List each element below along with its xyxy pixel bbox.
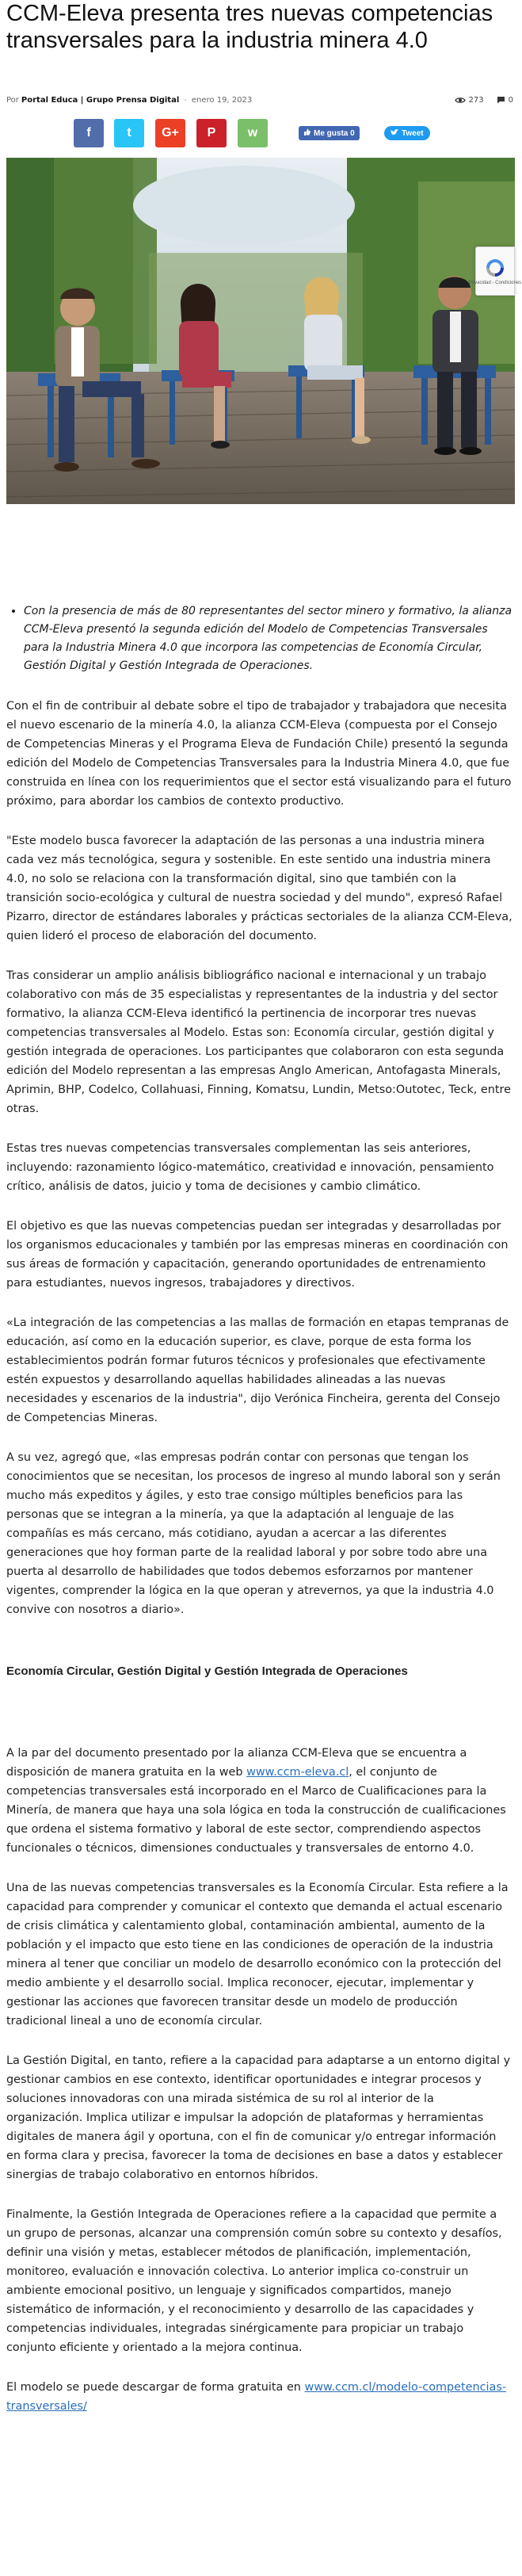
paragraph-8 xyxy=(6,1744,513,1858)
section-heading: Economía Circular, Gestión Digital y Gestión Integrada de Operaciones xyxy=(6,1664,408,1678)
share-bar xyxy=(0,116,522,149)
recaptcha-text: Privacidad - Condiciones xyxy=(468,280,522,285)
paragraph-3: Tras considerar un amplio análisis bibliográfico nacional e internacional y un trabajo colaborativo con más de 35 especialistas y representantes de la industria y del sector formativo, la alianza CCM-Eleva identificó la pertinencia de incorporar tres nuevas competencias transversales al Modelo. Estas son: Economía circular, gestión digital y gestión integrada de operaciones. Los participantes que colaboraron con esta segunda edición del Modelo representan a las empresas Anglo American, Antofagasta Minerals, Aprimin, BHP, Codelco, Collahuasi, Finning, Komatsu, Lundin, Metso:Outotec, Teck, entre otras. xyxy=(6,969,512,1115)
tweet-label: Tweet xyxy=(402,128,424,138)
facebook-icon: f xyxy=(86,126,91,140)
thumbs-up-icon xyxy=(303,128,311,138)
recaptcha-badge[interactable] xyxy=(468,247,522,296)
author-link[interactable]: Portal Educa | Grupo Prensa Digital xyxy=(21,95,180,105)
paragraph-12 xyxy=(6,2378,513,2416)
article-title: CCM-Eleva presenta tres nuevas competencias transversales para la industria minera 4.0 xyxy=(6,1,493,53)
paragraph-8-text-b: , el conjunto de competencias transversales está incorporado en el Marco de Cualificaciones para la Minería, de manera que haya una sola lógica en toda la construcción de cualificaciones que ordena el sistema formativo y laboral de este sector, comprendiendo aspectos funcionales o técnicos, dimensiones conductuales y transversales de entorno 4.0. xyxy=(6,1766,506,1855)
like-label: Me gusta 0 xyxy=(314,128,355,138)
tweet-button[interactable] xyxy=(384,126,430,140)
share-twitter-button[interactable] xyxy=(114,119,144,147)
highlight-item: • Con la presencia de más de 80 representantes del sector minero y formativo, la alianza CCM-Eleva presentó la segunda edición del Modelo de Competencias Transversales para la Industria Minera 4.0 que incorpora las competencias de Economía Circular, Gestión Digital y Gestión Integrada de Operaciones. xyxy=(24,602,513,675)
by-label: Por xyxy=(6,95,19,105)
facebook-like-button[interactable] xyxy=(299,126,360,140)
share-googleplus-button[interactable] xyxy=(155,119,185,147)
comment-icon xyxy=(497,96,505,104)
paragraph-8-text-a: A la par del documento presentado por la alianza CCM-Eleva que se encuentra a disposición de manera gratuita en la web xyxy=(6,1747,467,1779)
recaptcha-icon xyxy=(485,258,505,278)
paragraph-6: «La integración de las competencias a las mallas de formación en etapas tempranas de educación, así como en la educación superior, es clave, porque de esta forma los establecimientos podrán formar futuros técnicos y profesionales que efectivamente estén expuestos y desarrollando aquellas habilidades alineadas a las nuevas necesidades y escenarios de la industria", dijo Verónica Fincheira, gerenta del Consejo de Competencias Mineras. xyxy=(6,1317,509,1424)
views-count: 273 xyxy=(468,95,484,105)
eye-icon xyxy=(455,97,466,104)
article-meta xyxy=(6,94,513,106)
twitter-icon: t xyxy=(127,126,131,140)
comments-stat[interactable] xyxy=(497,96,513,105)
share-pinterest-button[interactable] xyxy=(196,119,227,147)
article-body xyxy=(6,602,513,2436)
twitter-bird-icon xyxy=(391,129,398,138)
paragraph-12-text: El modelo se puede descargar de forma gratuita en xyxy=(6,2381,305,2394)
share-whatsapp-button[interactable] xyxy=(238,119,268,147)
paragraph-1: Con el fin de contribuir al debate sobre el tipo de trabajador y trabajadora que necesita el nuevo escenario de la minería 4.0, la alianza CCM-Eleva (compuesta por el Consejo de Competencias Mineras y el Programa Eleva de Fundación Chile) presentó la segunda edición del Modelo de Competencias Transversales para la Industria Minera 4.0, que fue construida en línea con los requerimientos que el sector está visualizando para el futuro próximo, para abordar los cambios de contexto productivo. xyxy=(6,700,512,808)
comments-count: 0 xyxy=(508,95,513,105)
paragraph-2: "Este modelo busca favorecer la adaptación de las personas a una industria minera cada vez más tecnológica, segura y sostenible. En este sentido una industria minera 4.0, no solo se relaciona con la transformación digital, sino que también con la transición socio-ecológica y cultural de nuestra sociedad y del mundo", expresó Rafael Pizarro, director de estándares laborales y prácticas sectoriales de la alianza CCM-Eleva, quien lideró el proceso de elaboración del documento. xyxy=(6,835,512,942)
publish-date: enero 19, 2023 xyxy=(191,95,253,105)
article-featured-image xyxy=(6,158,522,504)
share-facebook-button[interactable] xyxy=(74,119,104,147)
article-stats xyxy=(455,96,513,105)
paragraph-7: A su vez, agregó que, «las empresas podrán contar con personas que tengan los conocimientos que se necesitan, los procesos de ingreso al mundo laboral son y serán mucho más expeditos y ágiles, y esto trae consigo múltiples beneficios para las personas que se integran a la minería, ya que la adaptación al lenguaje de las compañías es más cercano, más cotidiano, ayudan a acercar a las diferentes generaciones que hoy forman parte de la realidad laboral y por sobre todo abre una puerta al desarrollo de habilidades que todos debemos esforzarnos por mantener vigentes, comprender la lógica en la que operan y atrevernos, ya que la industria 4.0 convive con nosotros a diario». xyxy=(6,1451,501,1616)
views-stat xyxy=(455,96,484,105)
panel-photo-illustration xyxy=(6,158,515,504)
highlight-list xyxy=(6,602,513,675)
whatsapp-icon: w xyxy=(247,126,258,140)
paragraph-10: La Gestión Digital, en tanto, refiere a la capacidad para adaptarse a un entorno digital y gestionar cambios en ese contexto, identificar oportunidades e integrar procesos y soluciones innovadoras con una mirada sistémica de su rol al interior de la organización. Implica utilizar e impulsar la adopción de plataformas y herramientas digitales de manera ágil y oportuna, con el fin de comunicar y/o entregar información en forma clara y precisa, favorecer la toma de decisiones en base a datos y establecer sinergias de trabajo colaborativo en entornos híbridos. xyxy=(6,2054,511,2181)
download-model-link[interactable]: www.ccm.cl/modelo-competencias-transversales/ xyxy=(6,2381,507,2413)
googleplus-icon: G+ xyxy=(162,126,179,140)
meta-separator: - xyxy=(184,95,187,105)
paragraph-11: Finalmente, la Gestión Integrada de Operaciones refiere a la capacidad que permite a un grupo de personas, alcanzar una comprensión común sobre su contexto y desafíos, definir una visión y metas, establecer métodos de planificación, implementación, monitoreo, evaluación e innovación colectiva. Lo anterior implica co-construir un ambiente emocional positivo, un lenguaje y significados compartidos, manejo sistemático de información, y el reconocimiento y desarrollo de las capacidades y competencias individuales, integradas sinérgicamente para propiciar un trabajo conjunto eficiente y orientado a la mejora continua. xyxy=(6,2208,502,2354)
pinterest-icon: P xyxy=(207,126,216,140)
paragraph-9: Una de las nuevas competencias transversales es la Economía Circular. Esta refiere a la capacidad para comprender y comunicar el contexto que demanda el actual escenario de crisis climática y calentamiento global, contaminación ambiental, aumento de la población y el impacto que esto tiene en las condiciones de operación de la industria minera al tener que conciliar un modelo de desarrollo económico con la protección del medio ambiente y el desarrollo social. Implica reconocer, ejecutar, implementar y gestionar las acciones que favorecen transitar desde un modelo de producción tradicional lineal a uno de economía circular. xyxy=(6,1882,509,2028)
paragraph-5: El objetivo es que las nuevas competencias puedan ser integradas y desarrolladas por los organismos educacionales y también por las empresas mineras en coordinación con sus áreas de formación y capacitación, generando oportunidades de entrenamiento para estudiantes, nuevos ingresos, trabajadores y directivos. xyxy=(6,1220,509,1290)
ccm-eleva-link[interactable]: www.ccm-eleva.cl xyxy=(246,1766,349,1779)
paragraph-4: Estas tres nuevas competencias transversales complementan las seis anteriores, incluyendo: razonamiento lógico-matemático, creatividad e innovación, pensamiento crítico, análisis de datos, juicio y toma de decisiones y cambio climático. xyxy=(6,1142,494,1193)
